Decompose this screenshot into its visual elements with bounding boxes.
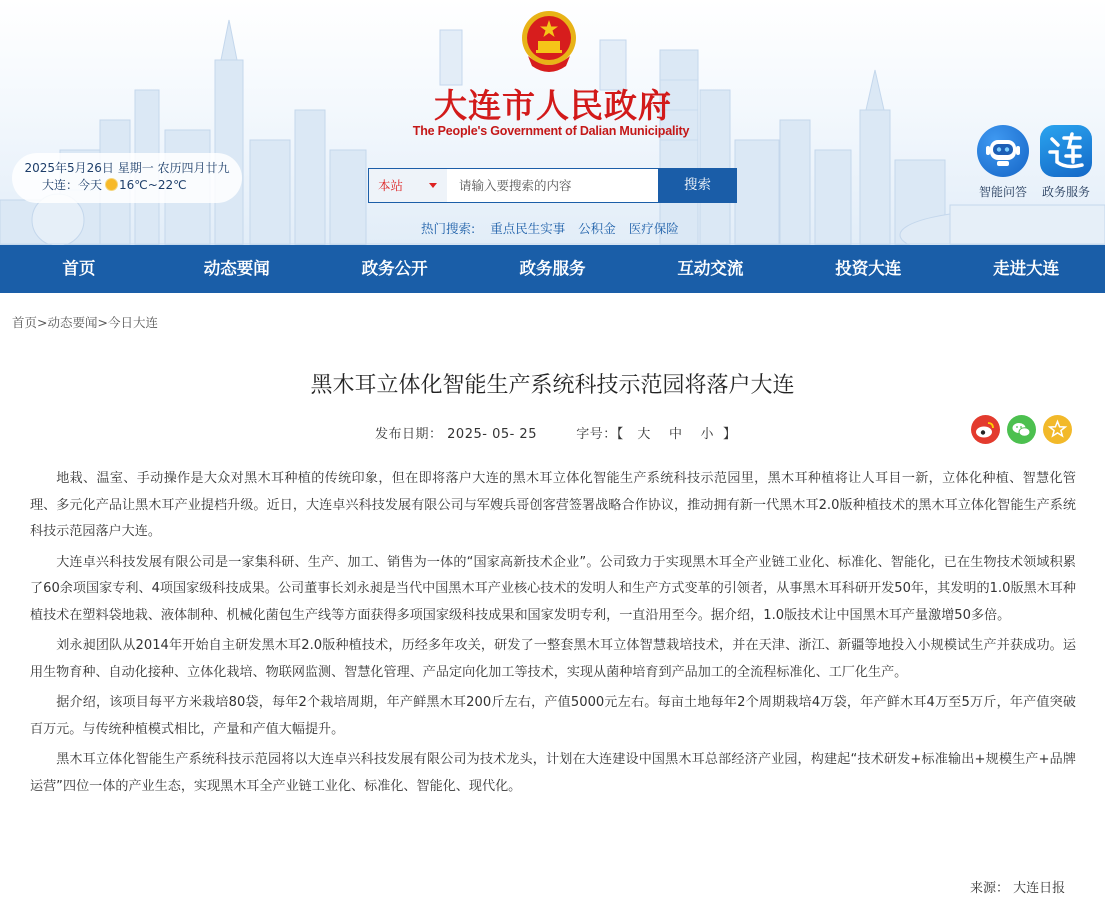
sunny-cloud-icon — [106, 179, 117, 190]
font-size-small[interactable]: 小 — [700, 427, 714, 442]
search-scope-value: 本站 — [378, 178, 404, 193]
font-size-label: 字号：【 — [576, 427, 624, 442]
search-scope-select[interactable] — [369, 169, 447, 202]
breadcrumb-home[interactable]: 首页 — [12, 315, 38, 330]
smart-qa-label: 智能问答 — [978, 185, 1027, 199]
wechat-icon — [1007, 415, 1036, 444]
gov-service-label: 政务服务 — [1041, 185, 1090, 199]
gov-service-icon — [1040, 125, 1092, 177]
wechat-share-button[interactable] — [1007, 415, 1036, 444]
search-input[interactable] — [447, 169, 658, 202]
current-date: 2025年5月26日 星期一 农历四月廿九 — [24, 161, 230, 175]
nav-interaction[interactable]: 互动交流 — [677, 259, 744, 278]
weather-info — [12, 177, 242, 194]
nav-news[interactable]: 动态要闻 — [203, 259, 270, 278]
font-size-large[interactable]: 大 — [637, 427, 651, 442]
weibo-icon — [971, 415, 1000, 444]
article-title: 黑木耳立体化智能生产系统科技示范园将落户大连 — [310, 373, 795, 398]
favorite-share-button[interactable] — [1043, 415, 1072, 444]
font-size-close: 】 — [722, 427, 737, 442]
gov-service-link[interactable] — [1031, 125, 1101, 200]
hot-search — [421, 219, 688, 237]
breadcrumb-news[interactable]: 动态要闻 — [47, 315, 98, 330]
main-nav — [0, 245, 1105, 293]
smart-qa-link[interactable] — [968, 125, 1038, 200]
date-weather-panel — [12, 153, 242, 203]
nav-home[interactable]: 首页 — [62, 259, 96, 278]
article-meta — [375, 423, 736, 442]
article-paragraph: 黑木耳立体化智能生产系统科技示范园将以大连卓兴科技发展有限公司为技术龙头，计划在大连建设中国黑木耳总部经济产业园，构建起“技术研发+标准输出+规模生产+品牌运营”四位一体的产业生态，实现黑木耳全产业链工业化、标准化、智能化、现代化。 — [30, 752, 1076, 794]
search-bar — [368, 168, 737, 203]
hot-search-label: 热门搜索: — [421, 221, 476, 236]
search-button[interactable]: 搜索 — [658, 168, 737, 203]
header-banner — [0, 0, 1105, 245]
favorite-star-icon — [1043, 415, 1072, 444]
font-size-medium[interactable]: 中 — [668, 427, 683, 442]
weather-city: 大连：今天 — [42, 178, 103, 192]
nav-about-dalian[interactable]: 走进大连 — [993, 259, 1060, 278]
national-emblem-icon — [518, 8, 580, 74]
article-body — [30, 466, 1076, 804]
publish-date-label: 发布日期： — [375, 427, 443, 442]
weather-temperature: 16℃~22℃ — [119, 178, 187, 192]
article-paragraph: 大连卓兴科技发展有限公司是一家集科研、生产、加工、销售为一体的“国家高新技术企业”。公司致力于实现黑木耳全产业链工业化、标准化、智能化，已在生物技术领域积累了60余项国家专利、4项国家级科技成果。公司董事长刘永昶是当代中国黑木耳产业核心技术的发明人和生产方式变革的引领者，从事黑木耳科研开发50年，其发明的1.0版黑木耳种植技术在塑料袋地栽、液体制种、机械化菌包生产线等方面获得多项国家级科技成果和国家发明专利，一直沿用至今。据介绍，1.0版技术让中国黑木耳产量激增50多倍。 — [30, 554, 1076, 623]
robot-icon — [977, 125, 1029, 177]
nav-invest[interactable]: 投资大连 — [835, 259, 902, 278]
article-paragraph: 地栽、温室、手动操作是大众对黑木耳种植的传统印象，但在即将落户大连的黑木耳立体化智能生产系统科技示范园里，黑木耳种植将让人耳目一新，立体化种植、智慧化管理、多元化产品让黑木耳产业提档升级。近日，大连卓兴科技发展有限公司与军嫂兵哥创客营签署战略合作协议，推动拥有新一代黑木耳2.0版种植技术的黑木耳立体化智能生产系统科技示范园落户大连。 — [30, 471, 1076, 539]
site-title: 大连市人民政府 — [434, 86, 672, 125]
article-paragraph: 据介绍，该项目每平方米栽培80袋，每年2个栽培周期，年产鲜黑木耳200斤左右，产值5000元左右。每亩土地每年2个周期栽培4万袋，年产鲜木耳4万至5万斤，年产值突破百万元。与传统种植模式相比，产量和产值大幅提升。 — [30, 695, 1076, 737]
nav-gov-affairs-open[interactable]: 政务公开 — [361, 259, 428, 278]
hot-search-term[interactable]: 公积金 — [578, 221, 616, 236]
caret-down-icon — [429, 183, 437, 188]
hot-search-term[interactable]: 医疗保险 — [628, 221, 679, 236]
article-paragraph: 刘永昶团队从2014年开始自主研发黑木耳2.0版种植技术，历经多年攻关，研发了一整套黑木耳立体智慧栽培技术，并在天津、浙江、新疆等地投入小规模试生产并获成功。运用生物育种、自动化接种、立体化栽培、物联网监测、智慧化管理、产品定向化加工等技术，实现从菌种培育到产品加工的全流程标准化、工厂化生产。 — [30, 638, 1076, 680]
nav-gov-services[interactable]: 政务服务 — [519, 259, 586, 278]
weibo-share-button[interactable] — [971, 415, 1000, 444]
breadcrumb-separator: > — [37, 315, 48, 330]
breadcrumb-today-dalian[interactable]: 今日大连 — [108, 315, 159, 330]
breadcrumb-separator: > — [97, 315, 108, 330]
site-subtitle: The People's Government of Dalian Municipality — [412, 124, 690, 138]
article-source: 来源： 大连日报 — [970, 881, 1066, 896]
publish-date: 2025- 05- 25 — [447, 427, 537, 442]
hot-search-term[interactable]: 重点民生实事 — [490, 221, 566, 236]
breadcrumb — [12, 313, 158, 331]
